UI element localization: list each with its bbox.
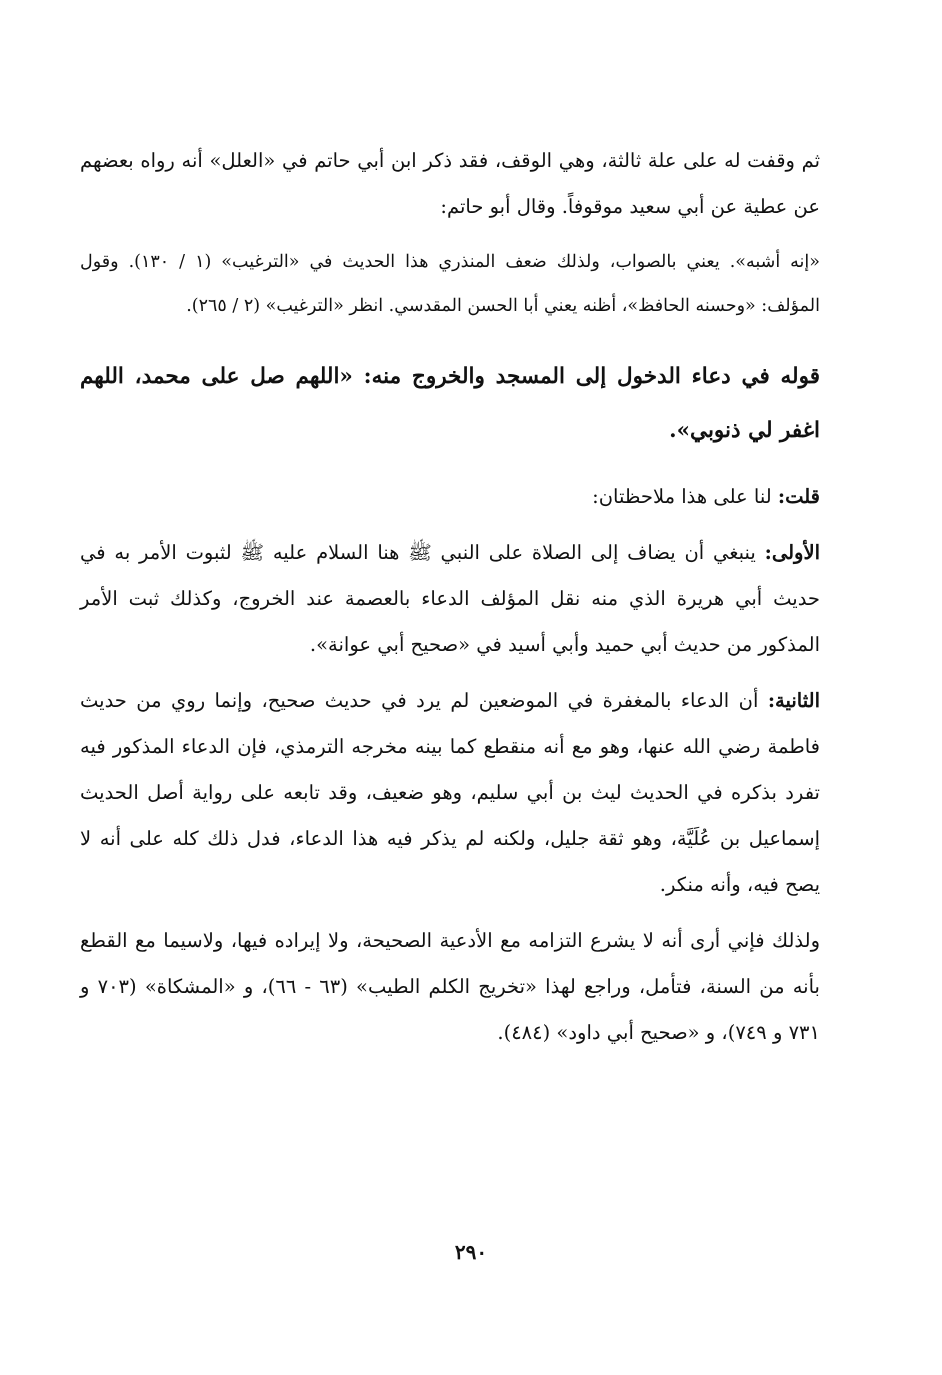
- section-heading-mosque-dua: قوله في دعاء الدخول إلى المسجد والخروج منه: «اللهم صل على محمد، اللهم اغفر لي ذنوبي».: [80, 364, 820, 443]
- paragraph-two-remarks: [80, 474, 820, 520]
- paragraph-second-remark: [80, 678, 820, 908]
- paragraph-text: لنا على هذا ملاحظتان:: [592, 485, 772, 508]
- lead-first: الأولى:: [764, 541, 820, 564]
- lead-second: الثانية:: [767, 689, 820, 712]
- page-body: [80, 138, 820, 1056]
- paragraph-first-remark: [80, 530, 820, 668]
- paragraph-conclusion: ولذلك فإني أرى أنه لا يشرع التزامه مع الأدعية الصحيحة، ولا إيراده فيها، ولاسيما مع القطع بأنه من السنة، فتأمل، وراجع لهذا «تخريج الكلم الطيب» (٦٣ - ٦٦)، و «المشكاة» (٧٠٣ و ٧٣١ و ٧٤٩)، و «صحيح أبي داود» (٤٨٤).: [80, 929, 820, 1044]
- lead-qult: قلت:: [777, 485, 820, 508]
- paragraph-text: أن الدعاء بالمغفرة في الموضعين لم يرد في حديث صحيح، وإنما روي من حديث فاطمة رضي الله عنها، وهو مع أنه منقطع كما بينه مخرجه الترمذي، فإن الدعاء المذكور فيه تفرد بذكره في الحديث ليث بن أبي سليم، وهو ضعيف، وقد تابعه على رواية أصل الحديث إسماعيل بن عُلَيَّة، وهو ثقة جليل، ولكنه لم يذكر فيه هذا الدعاء، فدل ذلك كله على أنه لا يصح فيه، وأنه منكر.: [80, 689, 820, 896]
- paragraph-text: ينبغي أن يضاف إلى الصلاة على النبي ﷺ هنا السلام عليه ﷺ لثبوت الأمر به في حديث أبي هريرة الذي منه نقل المؤلف الدعاء بالعصمة عند الخروج، وكذلك ثبت الأمر المذكور من حديث أبي حميد وأبي أسيد في «صحيح أبي عوانة».: [80, 541, 820, 656]
- paragraph-third-defect: ثم وقفت له على علة ثالثة، وهي الوقف، فقد ذكر ابن أبي حاتم في «العلل» أنه رواه بعضهم عن عطية عن أبي سعيد موقوفاً. وقال أبو حاتم:: [80, 149, 820, 218]
- paragraph-abu-hatim-quote: «إنه أشبه». يعني بالصواب، ولذلك ضعف المنذري هذا الحديث في «الترغيب» (١ / ١٣٠). وقول المؤلف: «وحسنه الحافظ»، أظنه يعني أبا الحسن المقدسي. انظر «الترغيب» (٢ / ٢٦٥).: [80, 252, 820, 316]
- page-number: ٢٩٠: [454, 1240, 488, 1264]
